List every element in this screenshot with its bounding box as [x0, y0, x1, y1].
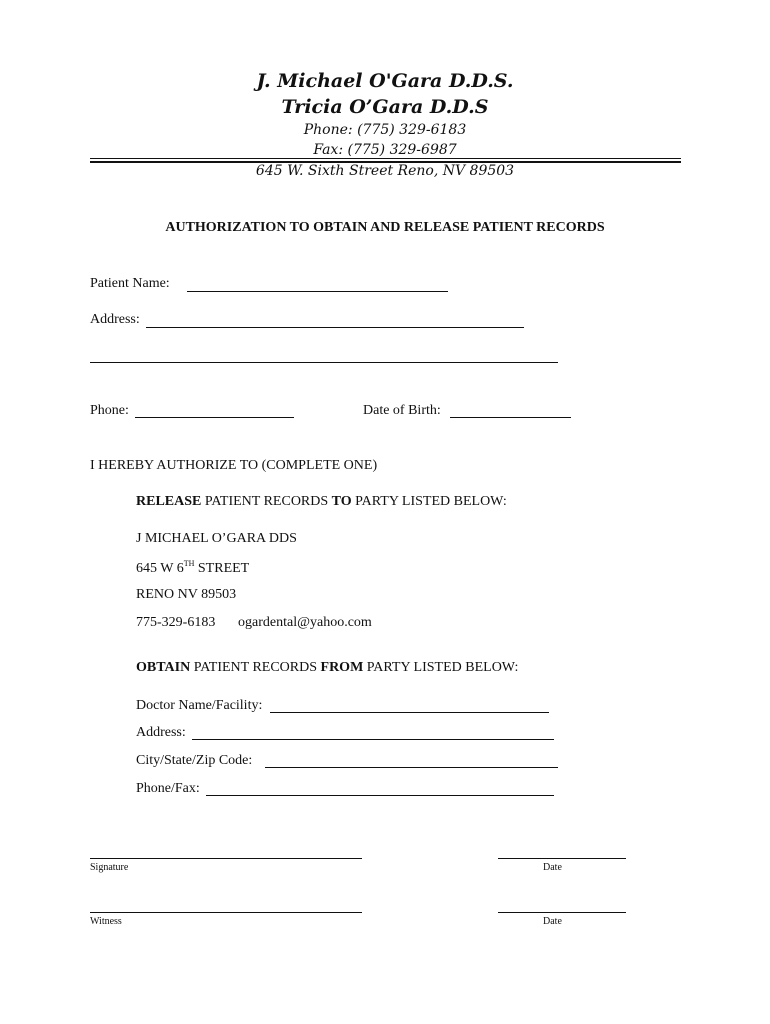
release-party-name: J MICHAEL O’GARA DDS	[136, 531, 297, 546]
patient-name-label: Patient Name:	[90, 276, 170, 291]
phone-fax-field[interactable]	[206, 795, 554, 796]
street-name: STREET	[194, 561, 250, 576]
office-fax: Fax: (775) 329-6987	[313, 142, 457, 158]
release-party-city: RENO NV 89503	[136, 587, 237, 602]
phone-field[interactable]	[135, 417, 294, 418]
address-label: Address:	[90, 312, 140, 327]
obtain-address-field[interactable]	[192, 739, 554, 740]
patient-name-field[interactable]	[187, 291, 448, 292]
obtain-heading	[136, 660, 518, 676]
street-superscript: TH	[183, 559, 195, 568]
obtain-heading-text-1: PATIENT RECORDS	[190, 660, 321, 675]
dob-label: Date of Birth:	[363, 403, 441, 418]
witness-field[interactable]	[90, 912, 362, 913]
witness-date-label: Date	[543, 916, 562, 927]
doctor-name-1: J. Michael O'Gara D.D.S.	[256, 70, 514, 92]
phone-label: Phone:	[90, 403, 129, 418]
address-field-line-2[interactable]	[90, 362, 558, 363]
doctor-facility-label: Doctor Name/Facility:	[136, 698, 263, 713]
doctor-name-2: Tricia O’Gara D.D.S	[281, 96, 489, 118]
signature-label: Signature	[90, 862, 129, 873]
release-party-phone: 775-329-6183	[136, 615, 216, 630]
office-phone: Phone: (775) 329-6183	[303, 122, 467, 138]
obtain-heading-bold-2: FROM	[320, 660, 364, 675]
obtain-heading-bold-1: OBTAIN	[136, 660, 191, 675]
phone-fax-label: Phone/Fax:	[136, 781, 200, 796]
city-state-zip-field[interactable]	[265, 767, 558, 768]
dob-field[interactable]	[450, 417, 571, 418]
release-heading-text-2: PARTY LISTED BELOW:	[351, 494, 507, 509]
signature-field[interactable]	[90, 858, 362, 859]
release-party-street	[136, 559, 249, 577]
witness-label: Witness	[90, 916, 122, 927]
doctor-facility-field[interactable]	[270, 712, 549, 713]
release-party-email: ogardental@yahoo.com	[238, 615, 372, 630]
signature-date-label: Date	[543, 862, 562, 873]
address-field[interactable]	[146, 327, 524, 328]
street-number: 645 W 6	[136, 561, 184, 576]
office-address: 645 W. Sixth Street Reno, NV 89503	[255, 163, 515, 179]
release-heading-text-1: PATIENT RECORDS	[201, 494, 332, 509]
witness-date-field[interactable]	[498, 912, 626, 913]
authorize-statement: I HEREBY AUTHORIZE TO (COMPLETE ONE)	[90, 458, 378, 473]
obtain-address-label: Address:	[136, 725, 186, 740]
release-heading	[136, 494, 507, 510]
header-rule-thin	[90, 158, 681, 159]
form-title: AUTHORIZATION TO OBTAIN AND RELEASE PATIENT RECORDS	[165, 220, 605, 235]
release-heading-bold-1: RELEASE	[136, 494, 202, 509]
obtain-heading-text-2: PARTY LISTED BELOW:	[363, 660, 519, 675]
signature-date-field[interactable]	[498, 858, 626, 859]
release-heading-bold-2: TO	[331, 494, 352, 509]
city-state-zip-label: City/State/Zip Code:	[136, 753, 253, 768]
